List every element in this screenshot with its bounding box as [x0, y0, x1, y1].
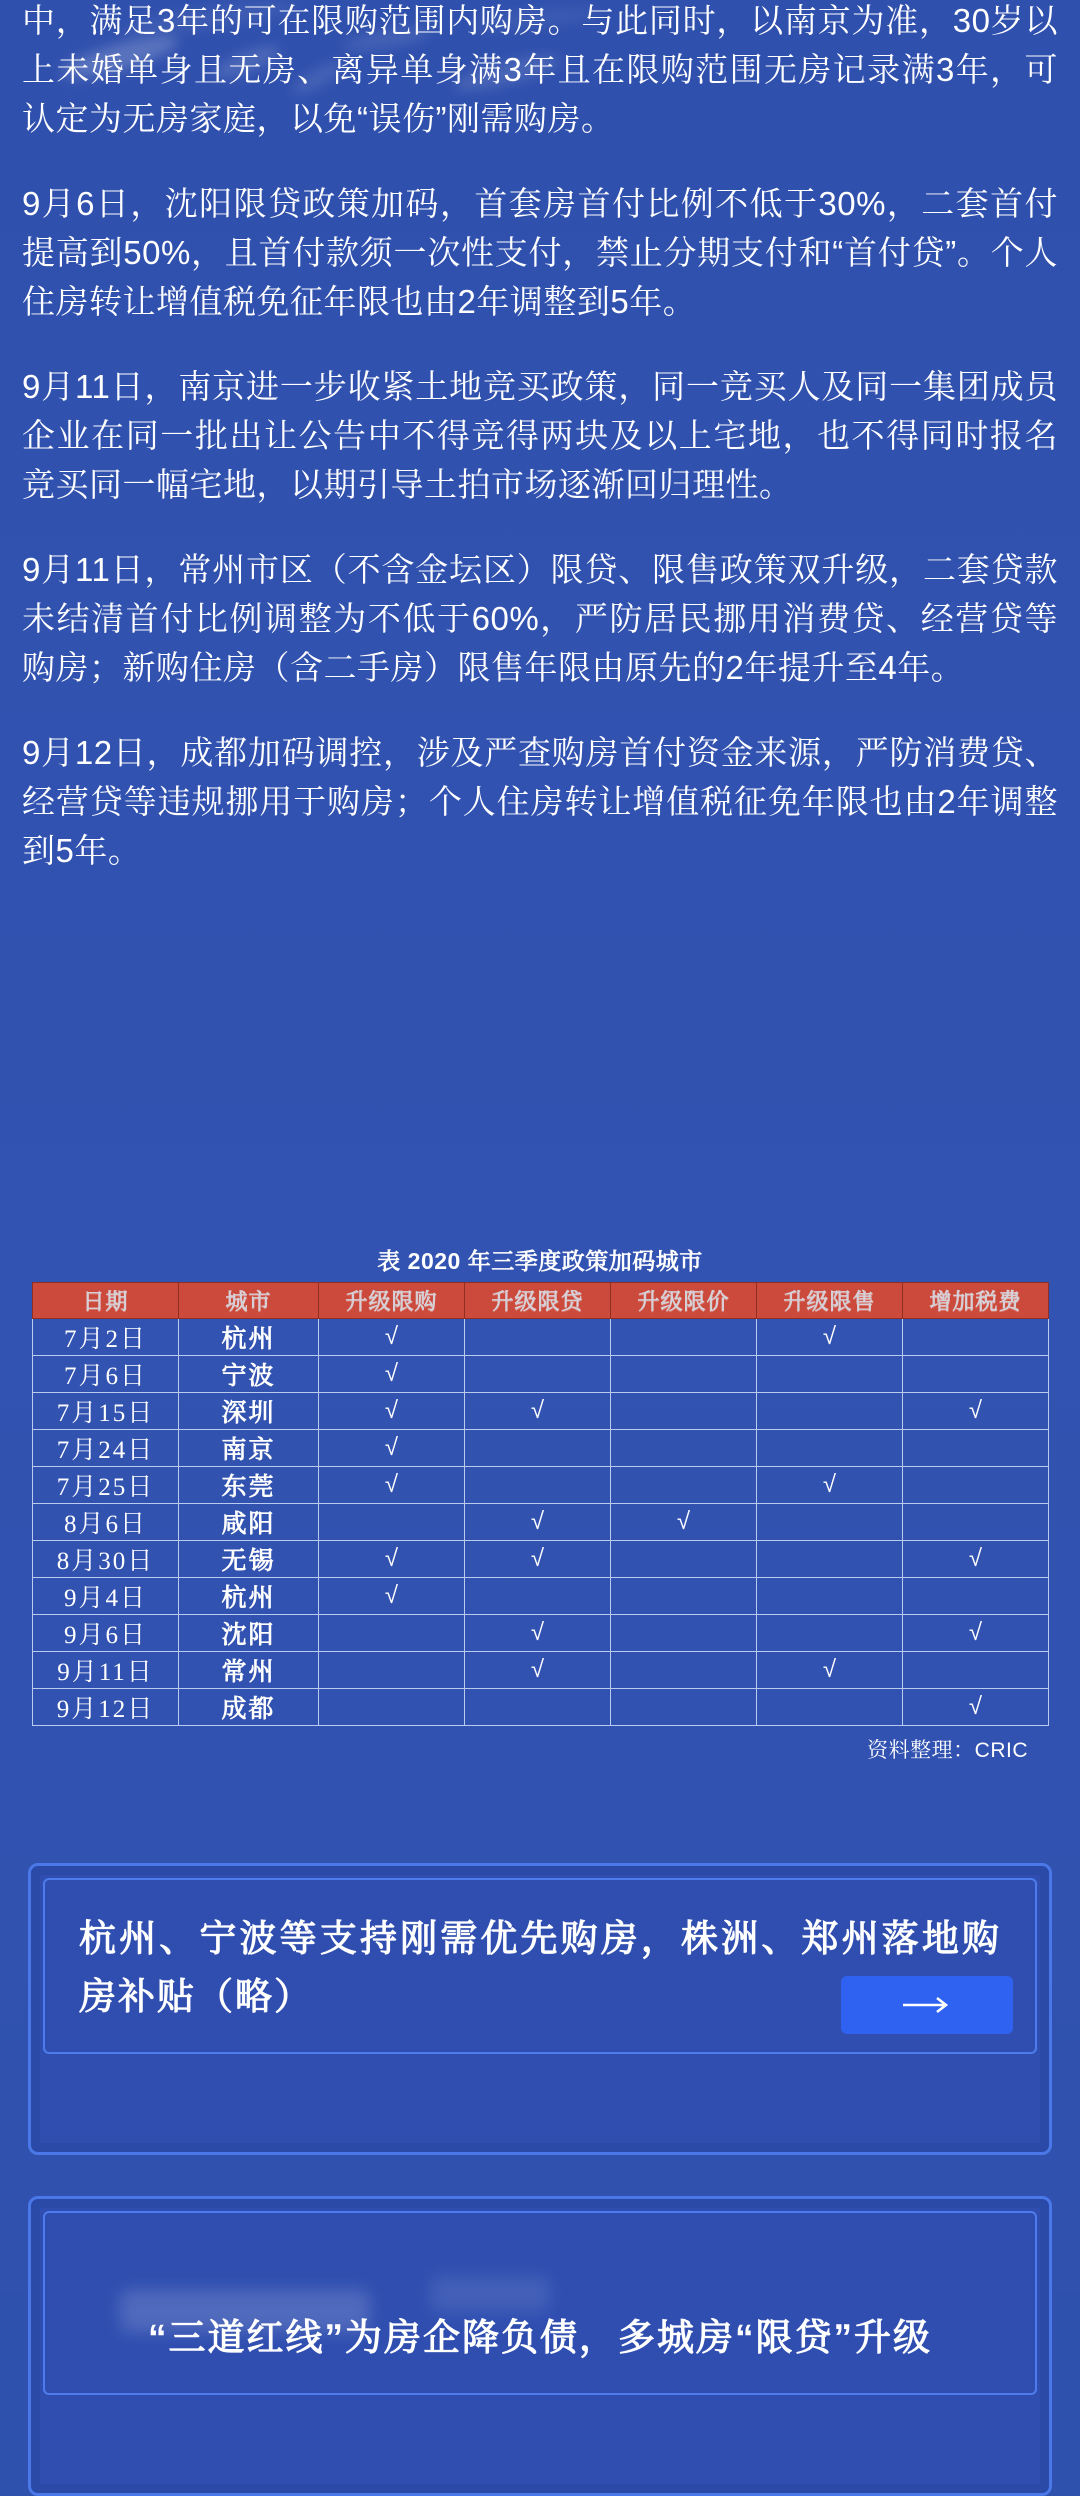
cell-upgrade-loan	[465, 1541, 611, 1578]
check-icon: √	[822, 1656, 837, 1683]
cell-upgrade-price	[611, 1319, 757, 1356]
cell-city: 杭州	[179, 1319, 319, 1356]
cell-upgrade-loan	[465, 1578, 611, 1615]
cell-upgrade-purchase	[319, 1319, 465, 1356]
check-icon: √	[676, 1508, 691, 1535]
paragraph: 9月12日，成都加码调控，涉及严查购房首付资金来源，严防消费贷、经营贷等违规挪用于购房；个人住房转让增值税征免年限也由2年调整到5年。	[22, 734, 1058, 869]
cell-upgrade-resale	[757, 1578, 903, 1615]
paragraph: 中，满足3年的可在限购范围内购房。与此同时，以南京为准，30岁以上未婚单身且无房、离异单身满3年且在限购范围无房记录满3年，可认定为无房家庭，以免“误伤”刚需购房。	[22, 2, 1058, 137]
cell-city: 东莞	[179, 1467, 319, 1504]
cell-date: 9月11日	[33, 1652, 179, 1689]
cell-upgrade-loan	[465, 1689, 611, 1726]
check-icon: √	[968, 1397, 983, 1424]
cell-upgrade-price	[611, 1689, 757, 1726]
table-row	[33, 1319, 1049, 1356]
cell-upgrade-loan	[465, 1652, 611, 1689]
column-header-city: 城市	[179, 1283, 319, 1319]
cell-date: 7月15日	[33, 1393, 179, 1430]
cell-upgrade-loan	[465, 1430, 611, 1467]
cell-upgrade-purchase	[319, 1504, 465, 1541]
table-header-row	[33, 1283, 1049, 1319]
cell-city: 深圳	[179, 1393, 319, 1430]
cell-increase-tax	[903, 1467, 1049, 1504]
cell-date: 9月4日	[33, 1578, 179, 1615]
cell-city: 成都	[179, 1689, 319, 1726]
cell-date: 8月30日	[33, 1541, 179, 1578]
cell-date: 8月6日	[33, 1504, 179, 1541]
cell-upgrade-resale	[757, 1615, 903, 1652]
column-header-price: 升级限价	[611, 1283, 757, 1319]
policy-table-block	[32, 1243, 1048, 1764]
cell-upgrade-price	[611, 1467, 757, 1504]
column-header-purchase: 升级限购	[319, 1283, 465, 1319]
card-title: “三道红线”为房企降负债，多城房“限贷”升级	[148, 2317, 932, 2358]
cell-upgrade-purchase	[319, 1356, 465, 1393]
cell-upgrade-loan	[465, 1615, 611, 1652]
cell-upgrade-loan	[465, 1504, 611, 1541]
cell-date: 9月12日	[33, 1689, 179, 1726]
cell-date: 9月6日	[33, 1615, 179, 1652]
cell-increase-tax	[903, 1356, 1049, 1393]
cell-increase-tax	[903, 1430, 1049, 1467]
cell-increase-tax	[903, 1393, 1049, 1430]
cell-increase-tax	[903, 1689, 1049, 1726]
cell-upgrade-purchase	[319, 1578, 465, 1615]
table-row	[33, 1615, 1049, 1652]
table-source-note: 资料整理：CRIC	[867, 1739, 1028, 1762]
cell-upgrade-resale	[757, 1652, 903, 1689]
cell-upgrade-loan	[465, 1319, 611, 1356]
table-row	[33, 1467, 1049, 1504]
column-header-loan: 升级限贷	[465, 1283, 611, 1319]
cell-date: 7月2日	[33, 1319, 179, 1356]
cell-upgrade-price	[611, 1541, 757, 1578]
article-body	[22, 0, 1058, 911]
check-icon: √	[530, 1619, 545, 1646]
check-icon: √	[384, 1397, 399, 1424]
card-title: 杭州、宁波等支持刚需优先购房，株洲、郑州落地购房补贴（略）	[79, 1918, 1001, 2017]
check-icon: √	[384, 1471, 399, 1498]
cell-upgrade-price	[611, 1652, 757, 1689]
cell-increase-tax	[903, 1504, 1049, 1541]
cell-city: 宁波	[179, 1356, 319, 1393]
paragraph: 9月6日，沈阳限贷政策加码，首套房首付比例不低于30%，二套首付提高到50%，且首付款须一次性支付，禁止分期支付和“首付贷”。个人住房转让增值税免征年限也由2年调整到5年。	[22, 185, 1058, 320]
paragraph: 9月11日，常州市区（不含金坛区）限贷、限售政策双升级，二套贷款未结清首付比例调整为不低于60%，严防居民挪用消费贷、经营贷等购房；新购住房（含二手房）限售年限由原先的2年提升至4年。	[22, 551, 1058, 686]
table-row	[33, 1356, 1049, 1393]
check-icon: √	[530, 1397, 545, 1424]
table-row	[33, 1393, 1049, 1430]
cell-upgrade-resale	[757, 1541, 903, 1578]
cell-upgrade-purchase	[319, 1541, 465, 1578]
cell-upgrade-price	[611, 1356, 757, 1393]
cell-upgrade-resale	[757, 1467, 903, 1504]
table-row	[33, 1578, 1049, 1615]
table-row	[33, 1652, 1049, 1689]
check-icon: √	[530, 1656, 545, 1683]
check-icon: √	[530, 1508, 545, 1535]
related-article-card-2[interactable]	[28, 2196, 1052, 2496]
column-header-resale: 升级限售	[757, 1283, 903, 1319]
cell-city: 杭州	[179, 1578, 319, 1615]
cell-upgrade-price	[611, 1615, 757, 1652]
cell-upgrade-purchase	[319, 1652, 465, 1689]
cell-upgrade-resale	[757, 1356, 903, 1393]
card-next-button[interactable]	[841, 1976, 1013, 2034]
card-inner	[43, 1878, 1037, 2054]
check-icon: √	[384, 1323, 399, 1350]
cell-increase-tax	[903, 1615, 1049, 1652]
table-body	[33, 1319, 1049, 1726]
cell-increase-tax	[903, 1319, 1049, 1356]
check-icon: √	[530, 1545, 545, 1572]
cell-city: 常州	[179, 1652, 319, 1689]
table-row	[33, 1504, 1049, 1541]
cell-upgrade-purchase	[319, 1467, 465, 1504]
check-icon: √	[968, 1619, 983, 1646]
table-row	[33, 1541, 1049, 1578]
table-caption: 表 2020 年三季度政策加码城市	[377, 1248, 703, 1274]
check-icon: √	[822, 1471, 837, 1498]
cell-increase-tax	[903, 1541, 1049, 1578]
check-icon: √	[384, 1582, 399, 1609]
cell-upgrade-loan	[465, 1393, 611, 1430]
related-article-card-1[interactable]	[28, 1863, 1052, 2155]
cell-upgrade-purchase	[319, 1689, 465, 1726]
cell-date: 7月6日	[33, 1356, 179, 1393]
policy-table	[32, 1282, 1049, 1726]
check-icon: √	[384, 1545, 399, 1572]
column-header-tax: 增加税费	[903, 1283, 1049, 1319]
column-header-date: 日期	[33, 1283, 179, 1319]
cell-date: 7月24日	[33, 1430, 179, 1467]
cell-upgrade-resale	[757, 1393, 903, 1430]
paragraph: 9月11日，南京进一步收紧土地竞买政策，同一竞买人及同一集团成员企业在同一批出让公告中不得竞得两块及以上宅地，也不得同时报名竞买同一幅宅地，以期引导土拍市场逐渐回归理性。	[22, 368, 1058, 503]
arrow-right-icon	[901, 1996, 953, 2014]
cell-upgrade-purchase	[319, 1615, 465, 1652]
table-row	[33, 1689, 1049, 1726]
cell-upgrade-price	[611, 1393, 757, 1430]
check-icon: √	[384, 1360, 399, 1387]
cell-upgrade-resale	[757, 1504, 903, 1541]
cell-upgrade-loan	[465, 1467, 611, 1504]
cell-upgrade-price	[611, 1578, 757, 1615]
cell-upgrade-price	[611, 1504, 757, 1541]
cell-upgrade-price	[611, 1430, 757, 1467]
check-icon: √	[968, 1545, 983, 1572]
check-icon: √	[822, 1323, 837, 1350]
cell-increase-tax	[903, 1652, 1049, 1689]
cell-upgrade-purchase	[319, 1430, 465, 1467]
cell-date: 7月25日	[33, 1467, 179, 1504]
card-inner	[43, 2211, 1037, 2395]
cell-city: 咸阳	[179, 1504, 319, 1541]
cell-upgrade-resale	[757, 1319, 903, 1356]
cell-city: 南京	[179, 1430, 319, 1467]
cell-upgrade-resale	[757, 1689, 903, 1726]
cell-city: 沈阳	[179, 1615, 319, 1652]
cell-increase-tax	[903, 1578, 1049, 1615]
cell-upgrade-purchase	[319, 1393, 465, 1430]
cell-upgrade-resale	[757, 1430, 903, 1467]
cell-upgrade-loan	[465, 1356, 611, 1393]
cell-city: 无锡	[179, 1541, 319, 1578]
check-icon: √	[968, 1693, 983, 1720]
check-icon: √	[384, 1434, 399, 1461]
table-row	[33, 1430, 1049, 1467]
